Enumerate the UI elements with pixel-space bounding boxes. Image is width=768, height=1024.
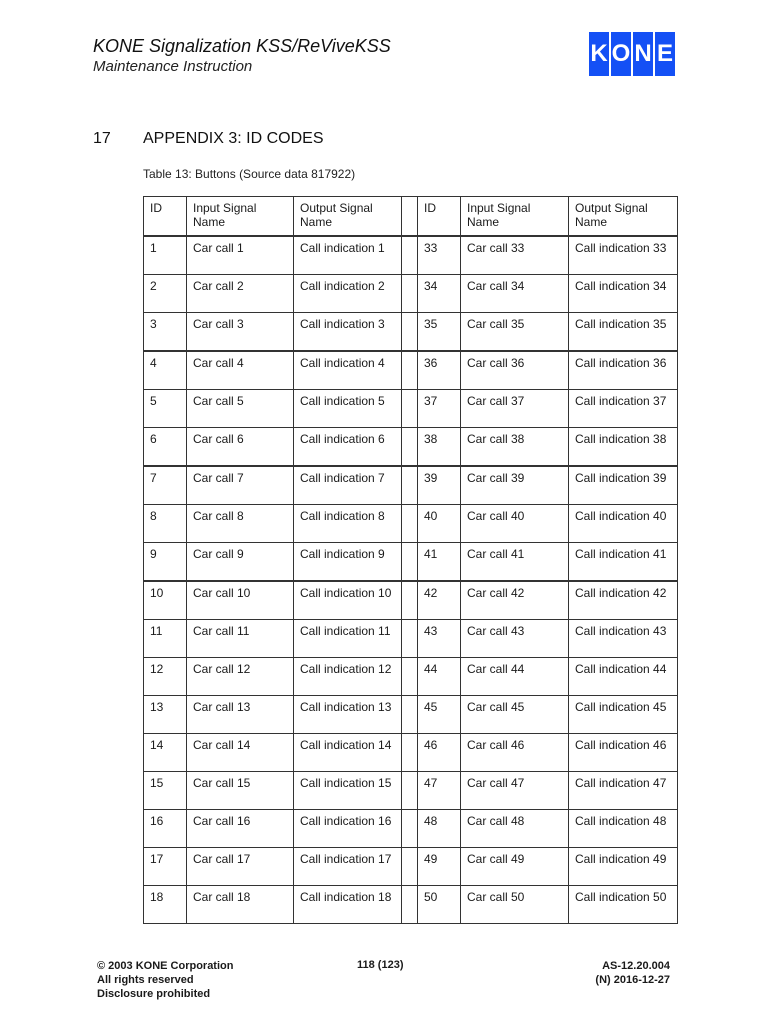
footer-disclosure: Disclosure prohibited xyxy=(97,988,211,1000)
section-heading xyxy=(93,130,324,148)
table-header-row xyxy=(144,197,678,237)
logo-letter: K xyxy=(589,32,609,76)
column-gap xyxy=(402,658,418,696)
column-gap xyxy=(402,351,418,390)
cell-input-signal: Car call 48 xyxy=(461,810,569,848)
cell-input-signal: Car call 1 xyxy=(187,236,294,275)
column-gap xyxy=(402,197,418,237)
column-gap xyxy=(402,886,418,924)
cell-output-signal: Call indication 40 xyxy=(569,505,678,543)
cell-input-signal: Car call 43 xyxy=(461,620,569,658)
cell-output-signal: Call indication 45 xyxy=(569,696,678,734)
cell-id: 11 xyxy=(144,620,187,658)
logo-letter: N xyxy=(633,32,653,76)
cell-output-signal: Call indication 18 xyxy=(294,886,402,924)
header-output-signal: Output Signal Name xyxy=(294,197,402,237)
cell-id: 49 xyxy=(418,848,461,886)
cell-input-signal: Car call 10 xyxy=(187,581,294,620)
table-row xyxy=(144,505,678,543)
table-row xyxy=(144,696,678,734)
cell-output-signal: Call indication 47 xyxy=(569,772,678,810)
document-title: KONE Signalization KSS/ReViveKSS xyxy=(93,36,391,56)
cell-id: 36 xyxy=(418,351,461,390)
cell-id: 47 xyxy=(418,772,461,810)
cell-input-signal: Car call 49 xyxy=(461,848,569,886)
column-gap xyxy=(402,581,418,620)
cell-input-signal: Car call 46 xyxy=(461,734,569,772)
column-gap xyxy=(402,810,418,848)
table-caption: Table 13: Buttons (Source data 817922) xyxy=(143,167,356,181)
cell-input-signal: Car call 41 xyxy=(461,543,569,582)
footer-copyright-block xyxy=(97,959,233,1001)
cell-input-signal: Car call 7 xyxy=(187,466,294,505)
cell-output-signal: Call indication 48 xyxy=(569,810,678,848)
cell-output-signal: Call indication 11 xyxy=(294,620,402,658)
cell-output-signal: Call indication 2 xyxy=(294,275,402,313)
cell-input-signal: Car call 40 xyxy=(461,505,569,543)
header-output-signal: Output Signal Name xyxy=(569,197,678,237)
column-gap xyxy=(402,313,418,352)
cell-output-signal: Call indication 46 xyxy=(569,734,678,772)
cell-input-signal: Car call 5 xyxy=(187,390,294,428)
cell-input-signal: Car call 14 xyxy=(187,734,294,772)
table-row xyxy=(144,772,678,810)
column-gap xyxy=(402,696,418,734)
cell-id: 10 xyxy=(144,581,187,620)
cell-input-signal: Car call 17 xyxy=(187,848,294,886)
cell-output-signal: Call indication 42 xyxy=(569,581,678,620)
cell-output-signal: Call indication 4 xyxy=(294,351,402,390)
cell-output-signal: Call indication 37 xyxy=(569,390,678,428)
section-title: APPENDIX 3: ID CODES xyxy=(143,130,324,147)
cell-input-signal: Car call 15 xyxy=(187,772,294,810)
cell-id: 34 xyxy=(418,275,461,313)
page-number: 118 (123) xyxy=(357,959,404,971)
cell-input-signal: Car call 36 xyxy=(461,351,569,390)
cell-id: 12 xyxy=(144,658,187,696)
cell-id: 5 xyxy=(144,390,187,428)
column-gap xyxy=(402,428,418,467)
table-row xyxy=(144,581,678,620)
cell-input-signal: Car call 13 xyxy=(187,696,294,734)
document-revision: (N) 2016-12-27 xyxy=(595,974,670,986)
cell-id: 6 xyxy=(144,428,187,467)
cell-id: 45 xyxy=(418,696,461,734)
table-row xyxy=(144,390,678,428)
footer-rights: All rights reserved xyxy=(97,974,194,986)
cell-id: 18 xyxy=(144,886,187,924)
document-number: AS-12.20.004 xyxy=(602,960,670,972)
column-gap xyxy=(402,848,418,886)
cell-id: 15 xyxy=(144,772,187,810)
cell-input-signal: Car call 37 xyxy=(461,390,569,428)
cell-output-signal: Call indication 15 xyxy=(294,772,402,810)
column-gap xyxy=(402,620,418,658)
cell-input-signal: Car call 18 xyxy=(187,886,294,924)
cell-output-signal: Call indication 38 xyxy=(569,428,678,467)
cell-output-signal: Call indication 36 xyxy=(569,351,678,390)
cell-output-signal: Call indication 9 xyxy=(294,543,402,582)
cell-input-signal: Car call 34 xyxy=(461,275,569,313)
cell-output-signal: Call indication 41 xyxy=(569,543,678,582)
table-row xyxy=(144,848,678,886)
footer-document-block xyxy=(595,959,670,987)
cell-id: 2 xyxy=(144,275,187,313)
cell-output-signal: Call indication 14 xyxy=(294,734,402,772)
kone-logo xyxy=(589,32,675,76)
cell-input-signal: Car call 38 xyxy=(461,428,569,467)
column-gap xyxy=(402,236,418,275)
cell-id: 7 xyxy=(144,466,187,505)
cell-id: 1 xyxy=(144,236,187,275)
cell-output-signal: Call indication 10 xyxy=(294,581,402,620)
cell-output-signal: Call indication 35 xyxy=(569,313,678,352)
table-row xyxy=(144,734,678,772)
table-row xyxy=(144,428,678,467)
cell-id: 13 xyxy=(144,696,187,734)
cell-output-signal: Call indication 6 xyxy=(294,428,402,467)
cell-output-signal: Call indication 16 xyxy=(294,810,402,848)
table-row xyxy=(144,886,678,924)
cell-input-signal: Car call 45 xyxy=(461,696,569,734)
cell-id: 41 xyxy=(418,543,461,582)
cell-id: 40 xyxy=(418,505,461,543)
cell-output-signal: Call indication 34 xyxy=(569,275,678,313)
cell-id: 42 xyxy=(418,581,461,620)
table-row xyxy=(144,543,678,582)
column-gap xyxy=(402,543,418,582)
table-row xyxy=(144,658,678,696)
cell-id: 4 xyxy=(144,351,187,390)
cell-input-signal: Car call 9 xyxy=(187,543,294,582)
cell-id: 46 xyxy=(418,734,461,772)
table-row xyxy=(144,620,678,658)
cell-input-signal: Car call 47 xyxy=(461,772,569,810)
cell-input-signal: Car call 44 xyxy=(461,658,569,696)
section-number: 17 xyxy=(93,130,111,147)
cell-input-signal: Car call 33 xyxy=(461,236,569,275)
cell-id: 37 xyxy=(418,390,461,428)
cell-input-signal: Car call 6 xyxy=(187,428,294,467)
cell-input-signal: Car call 39 xyxy=(461,466,569,505)
column-gap xyxy=(402,772,418,810)
cell-id: 44 xyxy=(418,658,461,696)
cell-id: 3 xyxy=(144,313,187,352)
cell-input-signal: Car call 3 xyxy=(187,313,294,352)
cell-output-signal: Call indication 13 xyxy=(294,696,402,734)
cell-output-signal: Call indication 50 xyxy=(569,886,678,924)
cell-output-signal: Call indication 1 xyxy=(294,236,402,275)
cell-id: 39 xyxy=(418,466,461,505)
table-row xyxy=(144,313,678,352)
cell-output-signal: Call indication 49 xyxy=(569,848,678,886)
column-gap xyxy=(402,275,418,313)
cell-input-signal: Car call 11 xyxy=(187,620,294,658)
cell-output-signal: Call indication 44 xyxy=(569,658,678,696)
cell-input-signal: Car call 42 xyxy=(461,581,569,620)
header-input-signal: Input Signal Name xyxy=(461,197,569,237)
cell-output-signal: Call indication 17 xyxy=(294,848,402,886)
cell-id: 48 xyxy=(418,810,461,848)
table-row xyxy=(144,351,678,390)
cell-output-signal: Call indication 5 xyxy=(294,390,402,428)
cell-input-signal: Car call 2 xyxy=(187,275,294,313)
cell-id: 33 xyxy=(418,236,461,275)
cell-id: 14 xyxy=(144,734,187,772)
cell-id: 17 xyxy=(144,848,187,886)
logo-letter: O xyxy=(611,32,631,76)
cell-id: 38 xyxy=(418,428,461,467)
column-gap xyxy=(402,505,418,543)
cell-id: 8 xyxy=(144,505,187,543)
cell-output-signal: Call indication 12 xyxy=(294,658,402,696)
table-row xyxy=(144,810,678,848)
cell-output-signal: Call indication 43 xyxy=(569,620,678,658)
cell-output-signal: Call indication 33 xyxy=(569,236,678,275)
column-gap xyxy=(402,734,418,772)
id-codes-table xyxy=(143,196,678,924)
column-gap xyxy=(402,466,418,505)
cell-output-signal: Call indication 7 xyxy=(294,466,402,505)
cell-id: 50 xyxy=(418,886,461,924)
cell-input-signal: Car call 50 xyxy=(461,886,569,924)
logo-letter: E xyxy=(655,32,675,76)
cell-id: 16 xyxy=(144,810,187,848)
cell-input-signal: Car call 4 xyxy=(187,351,294,390)
document-subtitle: Maintenance Instruction xyxy=(93,58,253,75)
cell-id: 43 xyxy=(418,620,461,658)
header-id: ID xyxy=(144,197,187,237)
cell-output-signal: Call indication 39 xyxy=(569,466,678,505)
cell-output-signal: Call indication 3 xyxy=(294,313,402,352)
footer-copyright: © 2003 KONE Corporation xyxy=(97,960,234,972)
cell-input-signal: Car call 35 xyxy=(461,313,569,352)
table-body xyxy=(144,236,678,924)
column-gap xyxy=(402,390,418,428)
cell-input-signal: Car call 8 xyxy=(187,505,294,543)
cell-id: 9 xyxy=(144,543,187,582)
table-row xyxy=(144,236,678,275)
cell-output-signal: Call indication 8 xyxy=(294,505,402,543)
header-input-signal: Input Signal Name xyxy=(187,197,294,237)
header-id: ID xyxy=(418,197,461,237)
table-row xyxy=(144,275,678,313)
cell-id: 35 xyxy=(418,313,461,352)
cell-input-signal: Car call 12 xyxy=(187,658,294,696)
cell-input-signal: Car call 16 xyxy=(187,810,294,848)
table-row xyxy=(144,466,678,505)
